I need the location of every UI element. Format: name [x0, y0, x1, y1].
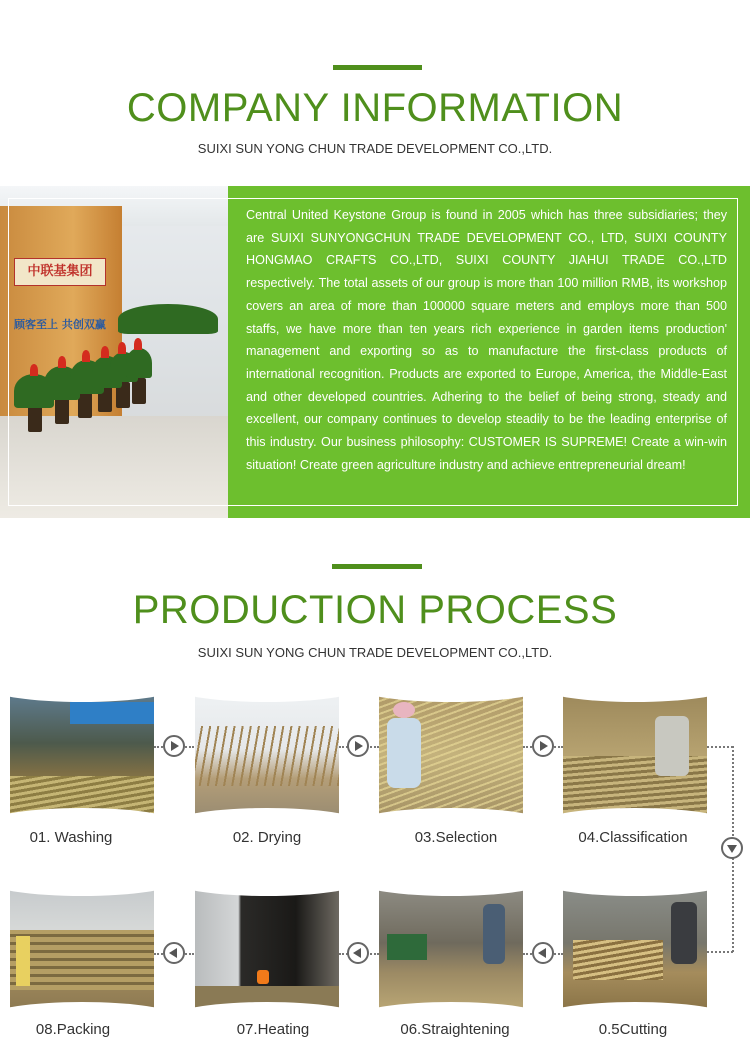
step-image-cutting: [563, 890, 707, 1008]
play-left-icon: [163, 942, 185, 964]
step-label-cutting: 0.5Cutting: [598, 1021, 668, 1038]
play-left-icon: [532, 942, 554, 964]
company-title: COMPANY INFORMATION: [126, 86, 624, 130]
step-image-drying: [195, 696, 339, 814]
step-label-washing: 01. Washing: [29, 829, 113, 846]
step-label-classification: 04.Classification: [578, 829, 688, 846]
company-section: [0, 186, 750, 518]
office-lobby-photo: [0, 186, 228, 518]
step-label-selection: 03.Selection: [414, 829, 498, 846]
step-label-heating: 07.Heating: [236, 1021, 310, 1038]
play-right-icon: [532, 735, 554, 757]
process-title: PRODUCTION PROCESS: [132, 588, 618, 632]
step-image-straightening: [379, 890, 523, 1008]
company-description: Central United Keystone Group is found in 2005 which has three subsidiaries; they are SUIXI SUNYONGCHUN TRADE DEVELOPMENT CO., LTD, SUIXI COUNTY HONGMAO CRAFTS CO.,LTD, SUIXI COUNTY JIAHUI TRADE CO.,LTD respectively. The total assets of our group is more than 100 million RMB, its workshop covers an area of more than 100000 square meters and employs more than 500 staffs, we have more than ten years rich experience in garden items production' management and exporting so as to manufacture the first-class products of international recognition. Products are exported to Europe, America, the Middle-East and other developed countries. Adhering to the belief of being strong, steady and excellent, our company continues to develop steadily to be the leading enterprise of this industry. Our business philosophy: CUSTOMER IS SUPREME! Create a win-win situation! Create green agriculture industry and achieve entrepreneurial dream!: [246, 208, 727, 472]
step-image-packing: [10, 890, 154, 1008]
title-accent-bar: [332, 564, 422, 569]
company-sign: 中联基集团: [14, 258, 106, 286]
step-image-classification: [563, 696, 707, 814]
process-subtitle: SUIXI SUN YONG CHUN TRADE DEVELOPMENT CO.,LTD.: [197, 645, 553, 660]
play-down-icon: [721, 837, 743, 859]
company-description-panel: [228, 186, 750, 518]
step-image-heating: [195, 890, 339, 1008]
play-right-icon: [347, 735, 369, 757]
step-label-straightening: 06.Straightening: [400, 1021, 510, 1038]
company-subtitle: SUIXI SUN YONG CHUN TRADE DEVELOPMENT CO.,LTD.: [197, 141, 553, 156]
step-label-packing: 08.Packing: [35, 1021, 111, 1038]
connector-line: [707, 951, 733, 953]
play-left-icon: [347, 942, 369, 964]
step-image-washing: [10, 696, 154, 814]
step-label-drying: 02. Drying: [232, 829, 302, 846]
connector-line: [707, 746, 733, 748]
play-right-icon: [163, 735, 185, 757]
company-slogan: 顾客至上 共创双赢: [14, 318, 106, 331]
step-image-selection: [379, 696, 523, 814]
title-accent-bar: [333, 65, 422, 70]
